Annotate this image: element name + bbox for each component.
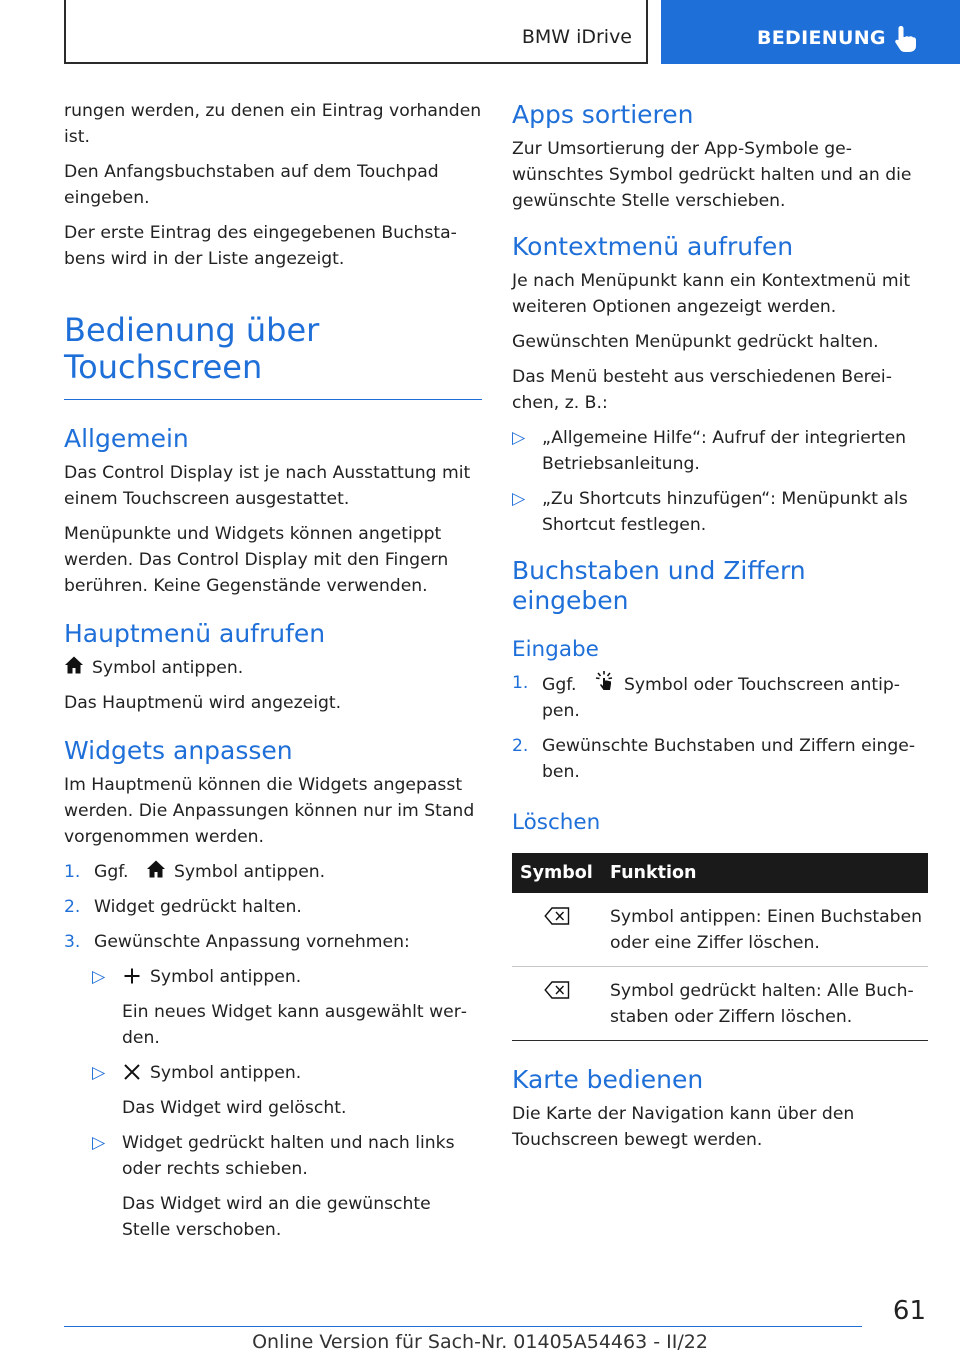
backspace-icon bbox=[544, 981, 570, 999]
table-header: Symbol bbox=[512, 853, 602, 893]
heading-karte: Karte bedienen bbox=[512, 1065, 704, 1094]
step-number: 1. bbox=[64, 862, 81, 882]
paragraph: Das Hauptmenü wird angezeigt. bbox=[64, 693, 342, 713]
sub-result: Das Widget wird gelöscht. bbox=[122, 1098, 347, 1118]
list-item bbox=[64, 929, 482, 955]
hauptmenue-text: Symbol antippen. bbox=[92, 658, 244, 678]
step-text: Widget gedrückt halten. bbox=[94, 897, 302, 917]
pointing-hand-icon bbox=[893, 24, 919, 54]
section-divider bbox=[64, 399, 482, 400]
list-item bbox=[512, 670, 928, 724]
triangle-bullet-icon: ▷ bbox=[512, 428, 526, 448]
bullet-text: „Allgemeine Hilfe“: Aufruf der integrierten Betriebsanleitung. bbox=[542, 428, 907, 474]
sub-list-item bbox=[64, 1130, 482, 1182]
intro-paragraph: rungen werden, zu denen ein Eintrag vorhanden ist. bbox=[64, 101, 482, 147]
sub-text: Symbol antippen. bbox=[150, 1063, 302, 1083]
sub-text: Symbol antippen. bbox=[150, 967, 302, 987]
right-column bbox=[512, 100, 928, 1162]
sub-list-item bbox=[64, 1060, 482, 1086]
step-text: Gewünschte Buchstaben und Ziffern eingeben. bbox=[542, 736, 916, 782]
paragraph: Gewünschten Menüpunkt gedrückt halten. bbox=[512, 332, 879, 352]
paragraph: Die Karte der Navigation kann über den Touchscreen bewegt werden. bbox=[512, 1104, 855, 1150]
paragraph: Je nach Menüpunkt kann ein Kontextmenü mit weiteren Optionen angezeigt werden. bbox=[512, 271, 911, 317]
triangle-bullet-icon: ▷ bbox=[92, 1133, 106, 1153]
heading-apps: Apps sortieren bbox=[512, 100, 694, 129]
list-item bbox=[64, 894, 482, 920]
home-icon bbox=[64, 655, 84, 675]
triangle-bullet-icon: ▷ bbox=[92, 1063, 106, 1083]
footer-text: Online Version für Sach-Nr. 01405A54463 - II/22 bbox=[252, 1331, 708, 1353]
step-text: Symbol antippen. bbox=[173, 862, 326, 882]
paragraph bbox=[64, 655, 482, 681]
paragraph: Menüpunkte und Widgets können angetippt werden. Das Control Display mit den Fingern berühren. Keine Gegenstände verwenden. bbox=[64, 524, 449, 596]
paragraph: Zur Umsortierung der App-Symbole gewünschtes Symbol gedrückt halten und an die gewünschte Stelle verschieben. bbox=[512, 139, 912, 211]
plus-icon bbox=[124, 968, 140, 984]
bullet-text: „Zu Shortcuts hinzufügen“: Menüpunkt als Shortcut festlegen. bbox=[542, 489, 908, 535]
table-header-row bbox=[512, 853, 928, 893]
table-cell-symbol bbox=[512, 967, 602, 1041]
table-row bbox=[512, 893, 928, 967]
table-cell-function: Symbol antippen: Einen Buchstaben oder eine Ziffer löschen. bbox=[602, 893, 928, 967]
backspace-icon bbox=[544, 907, 570, 925]
intro-paragraph: Der erste Eintrag des eingegebenen Buchstabens wird in der Liste angezeigt. bbox=[64, 223, 457, 269]
step-number: 1. bbox=[512, 673, 529, 693]
heading-kontext: Kontextmenü aufrufen bbox=[512, 232, 794, 261]
sub-result: Das Widget wird an die gewünschte Stelle verschoben. bbox=[122, 1194, 431, 1240]
heading-loeschen: Löschen bbox=[512, 810, 601, 835]
header-right-box bbox=[661, 0, 960, 64]
heading-widgets: Widgets anpassen bbox=[64, 736, 293, 765]
header-right-title: BEDIENUNG bbox=[757, 27, 886, 49]
intro-paragraph: Den Anfangsbuchstaben auf dem Touchpad eingeben. bbox=[64, 162, 439, 208]
step-text: Gewünschte Anpassung vornehmen: bbox=[94, 932, 410, 952]
triangle-bullet-icon: ▷ bbox=[92, 967, 106, 987]
heading-allgemein: Allgemein bbox=[64, 424, 189, 453]
table-row bbox=[512, 967, 928, 1041]
step-number: 3. bbox=[64, 932, 81, 952]
triangle-bullet-icon: ▷ bbox=[512, 489, 526, 509]
table-header: Funktion bbox=[602, 853, 928, 893]
paragraph: Das Menü besteht aus verschiedenen Bereichen, z. B.: bbox=[512, 367, 892, 413]
sub-text: Widget gedrückt halten und nach links oder rechts schieben. bbox=[122, 1133, 455, 1179]
bullet-item bbox=[512, 425, 928, 477]
footer-divider bbox=[64, 1326, 862, 1327]
step-number: 2. bbox=[512, 736, 529, 756]
table-cell-symbol bbox=[512, 893, 602, 967]
left-column bbox=[64, 98, 482, 1252]
close-icon bbox=[124, 1064, 140, 1080]
section-title: Bedienung über Touchscreen bbox=[64, 311, 320, 386]
table-cell-function: Symbol gedrückt halten: Alle Buchstaben oder Ziffern löschen. bbox=[602, 967, 928, 1041]
heading-buchstaben: Buchstaben und Ziffern eingeben bbox=[512, 556, 806, 615]
header-left-title: BMW iDrive bbox=[521, 26, 632, 48]
step-number: 2. bbox=[64, 897, 81, 917]
heading-hauptmenue: Hauptmenü aufrufen bbox=[64, 619, 326, 648]
touch-hand-icon bbox=[594, 670, 616, 692]
step-text: Symbol oder Touchscreen antippen. bbox=[542, 675, 900, 721]
step-prefix: Ggf. bbox=[94, 862, 129, 882]
paragraph: Im Hauptmenü können die Widgets angepasst werden. Die Anpassungen können nur im Stand vorgenommen werden. bbox=[64, 775, 475, 847]
page-number: 61 bbox=[892, 1296, 926, 1326]
heading-eingabe: Eingabe bbox=[512, 637, 599, 662]
list-item bbox=[512, 733, 928, 785]
step-prefix: Ggf. bbox=[542, 675, 577, 695]
header-left-box bbox=[64, 0, 648, 64]
paragraph: Das Control Display ist je nach Ausstattung mit einem Touchscreen ausgestattet. bbox=[64, 463, 471, 509]
home-icon bbox=[146, 859, 166, 879]
symbol-table bbox=[512, 853, 928, 1041]
sub-result: Ein neues Widget kann ausgewählt werden. bbox=[122, 1002, 467, 1048]
bullet-item bbox=[512, 486, 928, 538]
list-item bbox=[64, 859, 482, 885]
sub-list-item bbox=[64, 964, 482, 990]
